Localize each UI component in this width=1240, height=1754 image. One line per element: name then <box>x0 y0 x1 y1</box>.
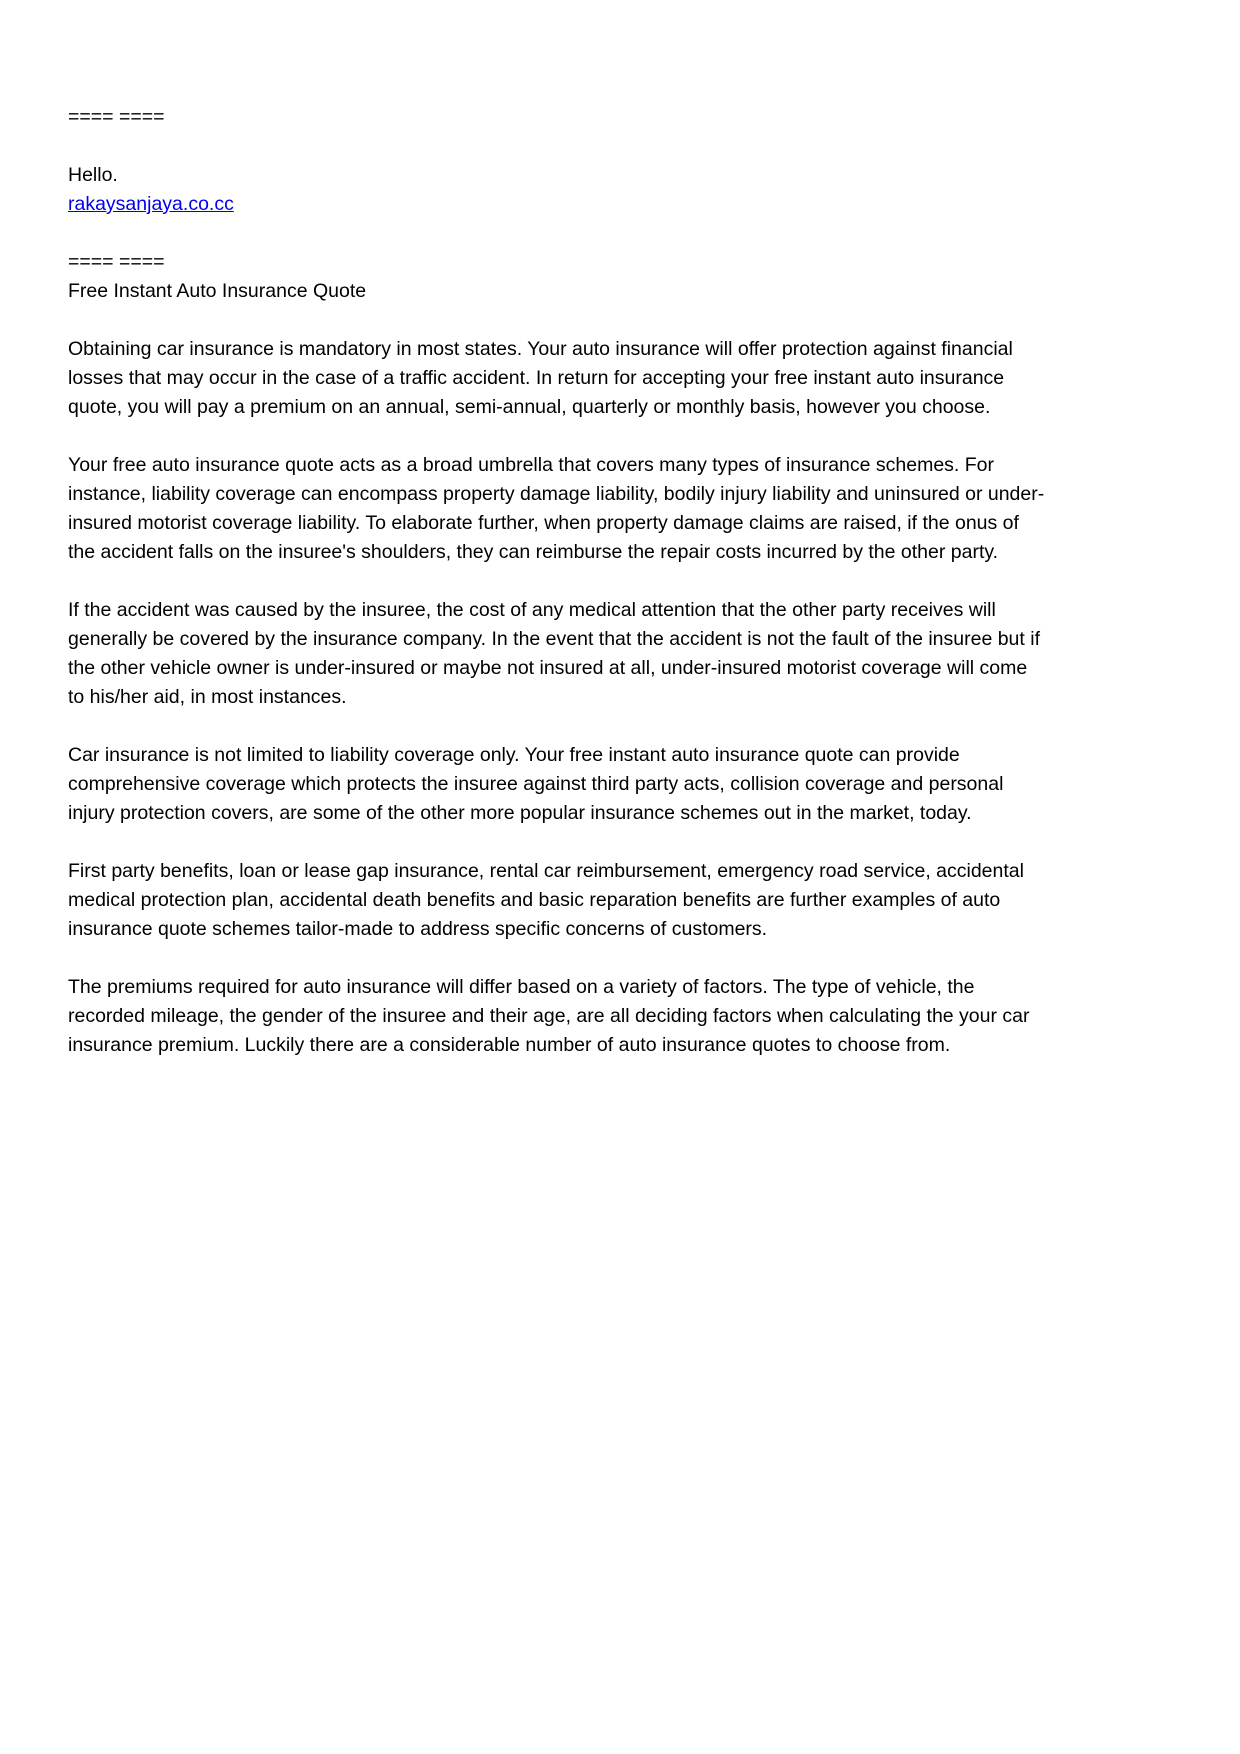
document-title: Free Instant Auto Insurance Quote <box>68 280 367 302</box>
title-block <box>68 248 1046 306</box>
greeting-block <box>68 161 1046 219</box>
paragraph: Car insurance is not limited to liability coverage only. Your free instant auto insurance quote can provide comprehensive coverage which protects the insuree against third party acts, collision coverage and personal injury protection covers, are some of the other more popular insurance schemes out in the market, today. <box>68 744 1004 824</box>
website-link[interactable]: rakaysanjaya.co.cc <box>68 193 234 215</box>
paragraph: Your free auto insurance quote acts as a broad umbrella that covers many types of insurance schemes. For instance, liability coverage can encompass property damage liability, bodily injury liability and uninsured or under-insured motorist coverage liability. To elaborate further, when property damage claims are raised, if the onus of the accident falls on the insuree's shoulders, they can reimburse the repair costs incurred by the other party. <box>68 454 1045 563</box>
separator-text: ==== ==== <box>68 251 165 273</box>
paragraph: Obtaining car insurance is mandatory in most states. Your auto insurance will offer protection against financial losses that may occur in the case of a traffic accident. In return for accepting your free instant auto insurance quote, you will pay a premium on an annual, semi-annual, quarterly or monthly basis, however you choose. <box>68 338 1013 418</box>
paragraph: The premiums required for auto insurance will differ based on a variety of factors. The type of vehicle, the recorded mileage, the gender of the insuree and their age, are all deciding factors when calculating the your car insurance premium. Luckily there are a considerable number of auto insurance quotes to choose from. <box>68 976 1030 1056</box>
separator-top <box>68 103 1046 132</box>
paragraph: First party benefits, loan or lease gap insurance, rental car reimbursement, emergency road service, accidental medical protection plan, accidental death benefits and basic reparation benefits are further examples of auto insurance quote schemes tailor-made to address specific concerns of customers. <box>68 860 1024 940</box>
greeting-text: Hello. <box>68 164 118 186</box>
separator-text: ==== ==== <box>68 106 165 128</box>
document-content <box>68 103 1046 1060</box>
paragraph: If the accident was caused by the insuree, the cost of any medical attention that the other party receives will generally be covered by the insurance company. In the event that the accident is not the fault of the insuree but if the other vehicle owner is under-insured or maybe not insured at all, under-insured motorist coverage will come to his/her aid, in most instances. <box>68 599 1040 708</box>
